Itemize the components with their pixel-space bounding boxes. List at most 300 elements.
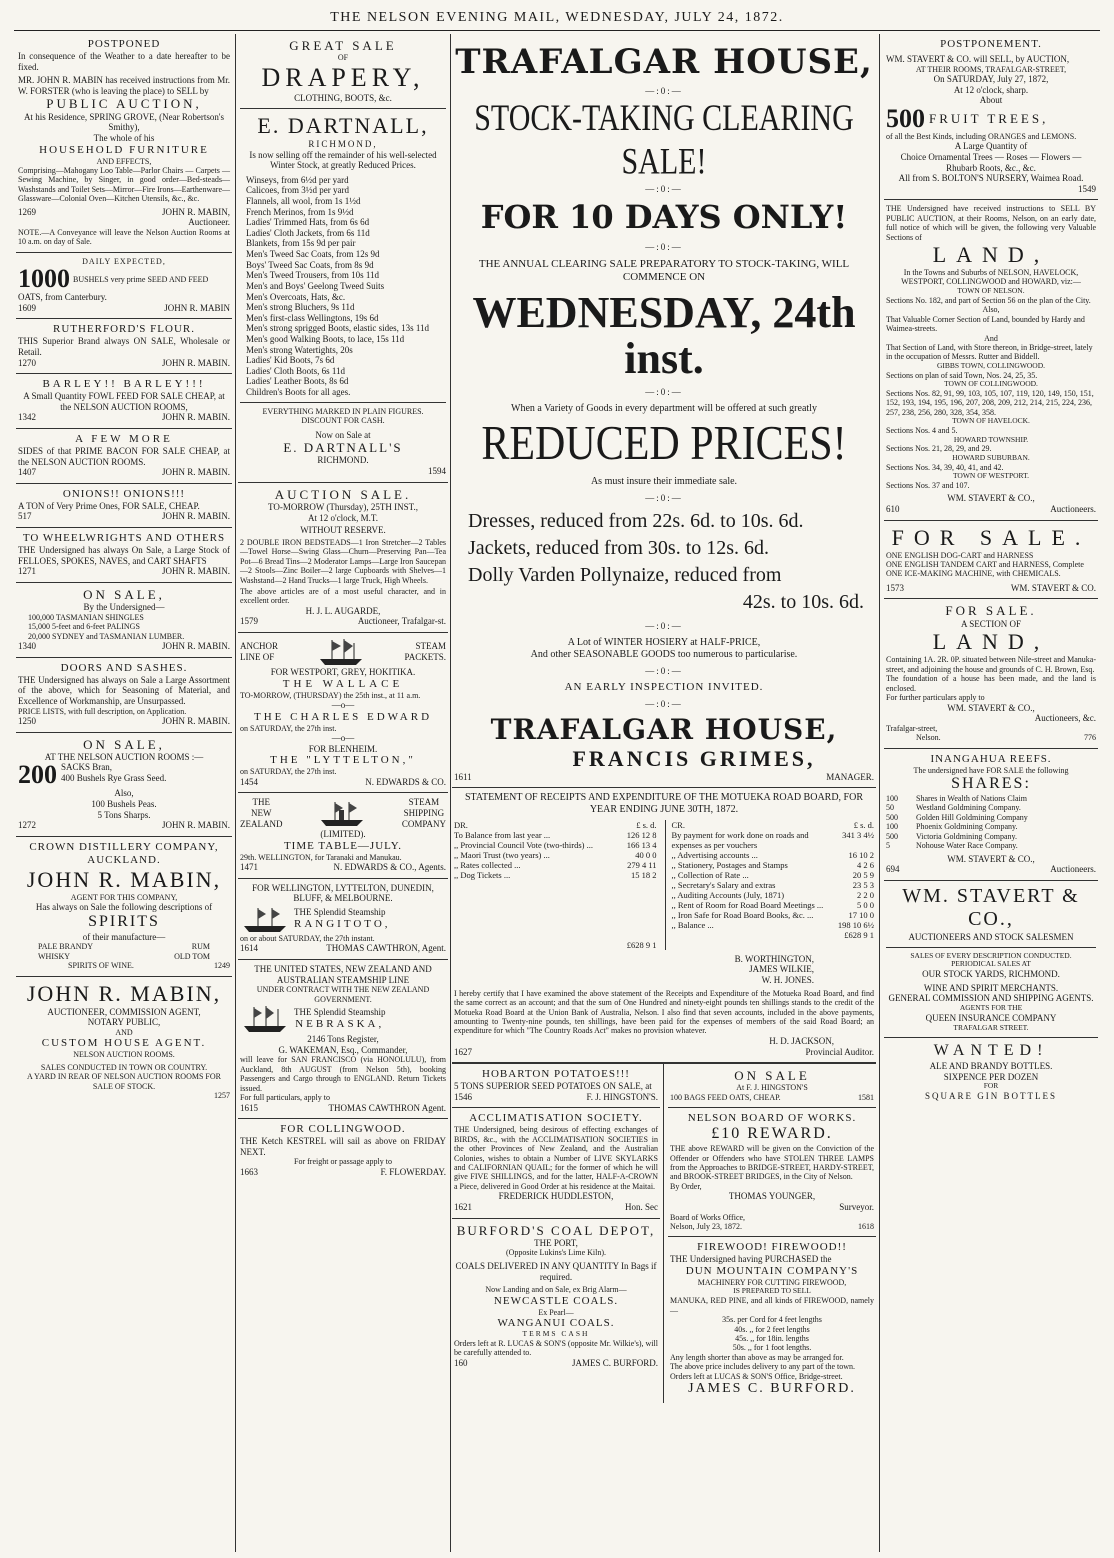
- ad-signature: W. H. JONES.: [761, 975, 814, 986]
- list-item: [886, 803, 1096, 812]
- ad-text: WINE AND SPIRIT MERCHANTS.: [923, 982, 1059, 993]
- table-cell-label: By payment for work done on roads and expenses as per vouchers: [671, 829, 809, 850]
- table-cell-amount: 341 3 4½: [842, 829, 874, 840]
- table-cell-label: ,, Auditing Accounts (July, 1871): [671, 889, 785, 900]
- list-item: Flannels, all wool, from 1s 1½d: [246, 196, 361, 207]
- table-row: [672, 850, 875, 860]
- table-cell-amount: 20 5 9: [852, 869, 874, 880]
- ad-signature-role: Provincial Auditor.: [805, 1046, 874, 1057]
- ad-text: THE Undersigned has always on Sale a Large Assortment of the above, which for Seasoning of Material, and Excellence of Workmanship, are Unsurpassed.: [18, 674, 230, 706]
- ad-title: THE UNITED STATES, NEW ZEALAND AND AUSTRALIAN STEAMSHIP LINE: [254, 964, 432, 985]
- ad-signature: B. WORTHINGTON,: [734, 953, 814, 964]
- ad-text: UNDER CONTRACT WITH THE NEW ZEALAND GOVERNMENT.: [256, 985, 430, 1004]
- ad-text: 29th. WELLINGTON, for Taranaki and Manukau.: [240, 852, 402, 862]
- ad-number: 776: [1084, 733, 1096, 743]
- table-cell-label: ,, Secretary's Salary and extras: [671, 879, 776, 890]
- ad-signature: WM. STAVERT & CO.,: [947, 702, 1035, 713]
- ad-line: 15,000 5-feet and 6-feet PALINGS: [28, 622, 140, 632]
- share-count: 500: [886, 831, 898, 841]
- ad-text: TERMS CASH: [522, 1328, 590, 1338]
- ad-text: SALES CONDUCTED IN TOWN OR COUNTRY.: [40, 1062, 208, 1072]
- ornament-divider: —:0:—: [645, 86, 683, 97]
- ad-signature: H. J. L. AUGARDE,: [305, 605, 381, 616]
- ad-line: WHISKY: [38, 951, 70, 961]
- account-table: [454, 820, 874, 950]
- big-number: 500: [886, 103, 925, 133]
- ad-text: SALES OF EVERY DESCRIPTION CONDUCTED.: [910, 950, 1072, 960]
- ad-title: POSTPONEMENT.: [940, 38, 1042, 50]
- ad-text: A TON of Very Prime Ones, FOR SALE, CHEAP.: [18, 500, 200, 511]
- ad-title: FOR COLLINGWOOD.: [280, 1123, 406, 1136]
- ad-text: AT THE NELSON AUCTION ROOMS :—: [44, 751, 204, 762]
- table-header: £ s. d.: [636, 819, 657, 830]
- ad-signature: JOHN R. MABIN.: [161, 715, 230, 726]
- ad-text: STEAM: [415, 641, 446, 652]
- ship-icon: [316, 637, 366, 667]
- table-cell-amount: 279 4 11: [627, 859, 657, 870]
- share-count: 5: [886, 841, 890, 851]
- ad-postponed-furniture: [16, 34, 232, 253]
- divider: [240, 402, 446, 403]
- table-total: £628 9 1: [626, 939, 657, 950]
- ad-text: Now on Sale at: [315, 429, 371, 440]
- ad-line: 20,000 SYDNEY and TASMANIAN LUMBER.: [28, 631, 185, 641]
- ad-signature: F. FLOWERDAY.: [380, 1166, 446, 1177]
- ad-text: OATS, from Canterbury.: [18, 292, 107, 303]
- table-cell-label: ,, Dog Tickets ...: [454, 869, 511, 880]
- ad-text: AND EFFECTS,: [96, 156, 152, 166]
- ad-text: AUCTIONEER, COMMISSION AGENT,: [47, 1006, 201, 1017]
- ad-onions: [16, 484, 232, 528]
- table-cell-label: ,, Iron Safe for Road Board Books, &c. ...: [671, 909, 814, 920]
- ad-text: At 12 o'clock, sharp.: [953, 84, 1029, 95]
- list-item: Men's strong sprigged Boots, elastic sides, 13s 11d: [246, 323, 430, 334]
- ad-text: For further particulars apply to: [886, 693, 985, 703]
- ad-augarde-auction: [238, 483, 448, 633]
- table-row: [454, 860, 657, 870]
- ad-text: THIS Superior Brand always ON SALE, Wholesale or Retail.: [18, 336, 230, 358]
- ad-title: BARLEY!! BARLEY!!!: [42, 378, 206, 391]
- ad-text: THE above REWARD will be given on the Conviction of the Offender or Offenders who have STOLEN THREE LAMPS from the Approaches to BRIDGE-STREET, HARDY-STREET, and BROOK-STREET BRIDGES, in the City of Nelson.: [670, 1144, 874, 1182]
- ad-number: 517: [18, 511, 32, 522]
- ad-text: FOR BLENHEIM.: [308, 743, 378, 754]
- ad-line: ONE ICE-MAKING MACHINE, with CHEMICALS.: [886, 569, 1061, 579]
- ad-heading: £10 REWARD.: [711, 1125, 833, 1143]
- ad-text: Choice Ornamental Trees — Roses — Flowers — Rhubarb Roots, &c., &c.: [900, 151, 1082, 173]
- ad-motueka-statement: [452, 788, 876, 1063]
- ad-heading: CUSTOM HOUSE AGENT.: [41, 1037, 207, 1050]
- ad-dartnall-drapery: [238, 34, 448, 483]
- ad-number: 1250: [18, 715, 36, 726]
- ad-acclimatisation: [452, 1108, 660, 1218]
- ad-heading: WEDNESDAY, 24th inst.: [472, 287, 856, 383]
- table-row: [672, 830, 875, 850]
- ad-signature-role: Auctioneer, Trafalgar-st.: [357, 616, 446, 627]
- table-cell-label: To Balance from last year ...: [454, 829, 551, 840]
- ad-text: NELSON AUCTION ROOMS.: [73, 1050, 175, 1060]
- table-cell-label: ,, Rates collected ...: [454, 859, 521, 870]
- list-item: Men's Tweed Trousers, from 10s 11d: [246, 270, 379, 281]
- ad-text: THE Splendid Steamship: [294, 1007, 386, 1018]
- ad-title: INANGAHUA REEFS.: [930, 752, 1052, 765]
- ad-number: 1407: [18, 467, 36, 478]
- ad-text: SQUARE GIN BOTTLES: [925, 1091, 1057, 1102]
- price-line: Dresses, reduced from 22s. 6d. to 10s. 6d.: [468, 510, 804, 533]
- ad-title: ON SALE: [734, 1068, 810, 1084]
- ad-text: PACKETS.: [404, 652, 446, 663]
- ad-text: (Opposite Lukins's Lime Kiln).: [505, 1248, 607, 1258]
- ad-text: The above articles are of a most useful character, and in excellent order.: [240, 587, 446, 606]
- list-item: [886, 794, 1096, 803]
- ad-signature-role: MANAGER.: [826, 771, 874, 782]
- ad-text: At his Residence, SPRING GROVE, (Near Robertson's Smithy),: [23, 111, 225, 133]
- ad-number: 1257: [214, 1090, 230, 1100]
- divider: —o—: [331, 733, 355, 744]
- ad-heading: PUBLIC AUCTION,: [46, 96, 202, 112]
- ad-text: A Small Quantity FOWL FEED FOR SALE CHEAP, at the NELSON AUCTION ROOMS,: [23, 391, 225, 412]
- table-total: £628 9 1: [844, 929, 874, 940]
- table-cell-label: ,, Stationery, Postages and Stamps: [671, 859, 788, 870]
- ad-number: 1269: [18, 206, 36, 217]
- ad-signature-role: Auctioneer.: [188, 217, 230, 228]
- list-item: [886, 813, 1096, 822]
- ad-text: Sections Nos. 34, 39, 40, 41, and 42.: [886, 462, 1004, 472]
- ad-heading: WM. STAVERT & CO.,: [902, 884, 1080, 931]
- table-header: CR.: [671, 819, 685, 830]
- ad-text: The foundation of a house has been made, and the land is enclosed.: [886, 674, 1096, 693]
- ad-title: RUTHERFORD'S FLOUR.: [52, 323, 195, 336]
- ad-signature: WM. STAVERT & CO.: [1010, 582, 1096, 593]
- ad-number: 1471: [240, 862, 258, 873]
- ad-title: HOBARTON POTATOES!!!: [482, 1068, 630, 1081]
- ad-number: 1549: [1078, 183, 1096, 194]
- ad-text: A Lot of WINTER HOSIERY at HALF-PRICE,: [567, 637, 761, 649]
- ad-subheading: TOWN OF HAVELOCK.: [952, 416, 1030, 426]
- ad-feed-oats: [668, 1064, 876, 1108]
- ad-number: 1340: [18, 641, 36, 652]
- ad-signature: JOHN R. MABIN.: [161, 566, 230, 577]
- share-company: Nohouse Water Race Company.: [916, 841, 1018, 851]
- ad-anchor-line: [238, 633, 448, 793]
- ad-signature: THOMAS CAWTHRON, Agent.: [326, 943, 446, 954]
- ad-text: THE Undersigned have received instructions to SELL BY PUBLIC AUCTION, at their Rooms, Nelson, on an early date, full notice of which will be given, the following very Valuable Sections of: [886, 204, 1096, 242]
- ad-text: Comprising—Mahogany Loo Table—Parlor Chairs — Carpets — Sewing Machine, by Singer, in good order—Bed-steads—Washstands and Toilet Sets—Mirror—Fire Irons—Earthenware—Glassware—Colonial Oven—Kitchen Utensils, &c., &c.: [18, 165, 230, 204]
- ad-line: SACKS Bran,: [61, 762, 113, 773]
- table-cell-amount: 126 12 8: [626, 829, 657, 840]
- divider: —o—: [331, 700, 355, 711]
- ad-text: NOTARY PUBLIC,: [87, 1017, 161, 1028]
- ad-heading: WANGANUI COALS.: [497, 1316, 615, 1329]
- ad-heading: HOUSEHOLD FURNITURE: [39, 143, 209, 156]
- ad-text: By the Undersigned—: [83, 602, 165, 613]
- ad-signature: FREDERICK HUDDLESTON,: [498, 1191, 614, 1202]
- ad-signature-role: Auctioneers.: [1050, 864, 1096, 875]
- ad-text: Any length shorter than above as may be arranged for.: [670, 1352, 844, 1362]
- ad-number: 1614: [240, 943, 258, 954]
- share-count: 100: [886, 822, 898, 832]
- big-number: 200: [18, 760, 57, 790]
- big-number: 1000: [18, 264, 70, 294]
- ad-text: AGENTS FOR THE: [959, 1003, 1023, 1013]
- ad-text: At F. J. HINGSTON'S: [736, 1083, 808, 1093]
- ad-text: STEAM: [408, 797, 440, 808]
- ad-number: 694: [886, 864, 900, 875]
- ad-number: 1342: [18, 412, 36, 423]
- column-divider: [235, 34, 236, 1552]
- ship-name: THE WALLACE: [282, 677, 404, 690]
- ad-heading: BURFORD'S COAL DEPOT,: [456, 1222, 656, 1238]
- ad-text: THE Undersigned, being desirous of effecting exchanges of BIRDS, &c., with the ACCLIMATISATION SOCIETIES in the other Provinces of New Zealand, and the Australian Colonies, wishes to obtain a Number of LIVE SKYLARKS and CALIFORNIAN QUAIL; for the former of which he will give FIVE SHILLINGS, and for the latter, HALF-A-CROWN a Piece, delivered in Good Order at his residence at the Maitai.: [454, 1125, 658, 1191]
- ad-text: And: [984, 333, 998, 343]
- table-cell-amount: 5 0 0: [857, 899, 874, 910]
- ad-text: WITHOUT RESERVE.: [300, 525, 386, 536]
- ad-text: PRICE LISTS, with full description, on Application.: [18, 706, 187, 716]
- table-cell-label: ,, Balance ...: [671, 919, 714, 930]
- ad-title: GREAT SALE: [289, 38, 397, 53]
- ad-text: Also,: [982, 305, 1000, 315]
- ad-text: on or about SATURDAY, the 27th instant.: [240, 934, 375, 944]
- table-row: [672, 870, 875, 880]
- credit-side: [665, 820, 875, 950]
- ad-text: 100 BAGS FEED OATS, CHEAP.: [670, 1092, 781, 1102]
- ad-heading: E. DARTNALL'S: [283, 440, 403, 456]
- ad-text: on SATURDAY, the 27th inst.: [240, 723, 337, 733]
- ad-text: Sections Nos. 82, 91, 99, 103, 105, 107, 119, 120, 149, 150, 151, 152, 193, 194, 195, 196, 207, 208, 209, 212, 214, 215, 224, 236, 257, 238, 256, 280, 328, 354, 358.: [886, 388, 1094, 417]
- ad-text: The undersigned have FOR SALE the following: [913, 765, 1069, 775]
- ad-heading: REDUCED PRICES!: [481, 417, 847, 471]
- ad-text: A SECTION OF: [960, 618, 1021, 629]
- ad-heading: TIME TABLE—JULY.: [283, 839, 403, 852]
- ad-line: 400 Bushels Rye Grass Seed.: [61, 773, 167, 784]
- list-item: Ladies' Leather Boots, 8s 6d: [246, 376, 349, 387]
- ad-text: A YARD IN REAR OF NELSON AUCTION ROOMS FOR SALE OF STOCK.: [27, 1072, 221, 1091]
- table-cell-amount: 23 5 3: [852, 879, 874, 890]
- ornament-divider: —:0:—: [645, 492, 683, 503]
- list-item: 40s. ,, for 2 feet lengths: [734, 1324, 810, 1334]
- list-item: Men's first-class Wellingtons, 19s 6d: [246, 312, 379, 323]
- list-item: [886, 841, 1096, 850]
- ad-text: Containing 1A. 2R. 0P. situated between Nile-street and Manuka-street, and adjoining the house and grounds of C. H. Brown, Esq.: [886, 655, 1096, 674]
- ad-hobarton-potatoes: [452, 1064, 660, 1108]
- ad-text: For full particulars, apply to: [240, 1093, 330, 1103]
- ad-heading: SHARES:: [951, 775, 1031, 793]
- ad-heading: DRAPERY,: [261, 62, 425, 92]
- ad-line: SPIRITS OF WINE.: [68, 961, 134, 971]
- firewood-price-list: [670, 1315, 874, 1353]
- ad-mabin-auctioneer: [16, 977, 232, 1106]
- column-1: [16, 34, 232, 1552]
- ad-trafalgar-house: [452, 34, 876, 788]
- ad-heading: SPIRITS: [88, 912, 160, 930]
- share-count: 50: [886, 803, 894, 813]
- ad-text: Sections No. 182, and part of Section 56 on the plan of the City.: [886, 295, 1091, 305]
- table-cell-amount: 166 13 4: [626, 839, 657, 850]
- ad-title: CROWN DISTILLERY COMPANY, AUCKLAND.: [29, 840, 219, 866]
- table-row: [672, 860, 875, 870]
- ad-shingles: [16, 583, 232, 658]
- list-item: [886, 822, 1096, 831]
- list-item: Men's good Walking Boots, to lace, 15s 11d: [246, 333, 405, 344]
- ad-line: PALE BRANDY: [38, 942, 94, 952]
- column-4: [884, 34, 1098, 1552]
- ad-text: TO-MORROW, (THURSDAY) the 25th inst., at 11 a.m.: [240, 690, 421, 700]
- ad-signature: JOHN R. MABIN.: [161, 412, 230, 423]
- ad-text: MANUKA, RED PINE, and all kinds of FIREWOOD, namely—: [670, 1296, 874, 1315]
- ad-firewood: [668, 1237, 876, 1402]
- ad-text: When a Variety of Goods in every department will be offered at such greatly: [511, 402, 817, 414]
- ad-collingwood: [238, 1119, 448, 1182]
- ad-heading: DUN MOUNTAIN COMPANY'S: [685, 1265, 859, 1278]
- ad-text: EVERYTHING MARKED IN PLAIN FIGURES.: [262, 406, 424, 416]
- ship-icon: [240, 1004, 290, 1034]
- ship-icon: [317, 798, 367, 828]
- ad-text: GENERAL COMMISSION AND SHIPPING AGENTS.: [888, 993, 1094, 1004]
- ad-number: 1454: [240, 776, 258, 787]
- ad-bacon: [16, 429, 232, 484]
- ad-text: COMPANY: [401, 818, 446, 829]
- ad-text: Now Landing and on Sale, ex Brig Alarm—: [485, 1285, 627, 1295]
- list-item: 50s. ,, for 1 foot lengths.: [732, 1343, 812, 1353]
- ad-text: TO-MORROW (Thursday), 25TH INST.,: [268, 501, 418, 512]
- table-cell-label: ,, Collection of Rate ...: [671, 869, 749, 880]
- ad-text: MACHINERY FOR CUTTING FIREWOOD,: [697, 1277, 847, 1287]
- share-company: Golden Hill Goldmining Company: [916, 812, 1028, 822]
- ad-line: OLD TOM: [174, 951, 210, 961]
- ad-heading: JOHN R. MABIN,: [26, 866, 222, 892]
- ad-number: 1609: [18, 302, 36, 313]
- column-3: [452, 34, 876, 1552]
- list-item: Ladies' Cloth Jackets, from 6s 11d: [246, 227, 370, 238]
- credit-rows: [672, 830, 875, 930]
- ornament-divider: —:0:—: [645, 183, 683, 194]
- ad-line: 100,000 TASMANIAN SHINGLES: [28, 612, 144, 622]
- ad-heading: LAND,: [932, 242, 1050, 268]
- ad-text: AND: [115, 1027, 133, 1037]
- ad-text: ZEALAND: [240, 818, 283, 829]
- share-company: Westland Goldmining Company.: [916, 803, 1021, 813]
- ad-text: Has always on Sale the following descriptions of: [35, 902, 213, 913]
- ad-rutherford-flour: [16, 319, 232, 374]
- ad-heading: JOHN R. MABIN,: [26, 980, 222, 1006]
- list-item: Men's and Boys' Geelong Tweed Suits: [246, 280, 385, 291]
- ad-bran: [16, 733, 232, 837]
- divider: [240, 108, 446, 109]
- ad-line: ONE ENGLISH TANDEM CART and HARNESS, Complete: [886, 559, 1084, 569]
- ad-stavert-company: [884, 881, 1098, 1039]
- ad-number: 160: [454, 1357, 468, 1368]
- ship-icon: [240, 904, 290, 934]
- ornament-divider: —:0:—: [645, 242, 683, 253]
- ad-subheading: HOWARD TOWNSHIP.: [953, 434, 1029, 444]
- ad-heading: LAND,: [932, 629, 1050, 655]
- table-row: [672, 880, 875, 890]
- masthead: THE NELSON EVENING MAIL, WEDNESDAY, JULY 24, 1872.: [330, 10, 784, 25]
- list-item: 45s. ,, for 18in. lengths: [735, 1334, 809, 1344]
- ad-text: All from S. BOLTON'S NURSERY, Waimea Road.: [898, 173, 1084, 184]
- ad-heading: FRANCIS GRIMES,: [572, 745, 816, 771]
- ad-title: FOR SALE.: [945, 603, 1037, 619]
- table-row: [672, 900, 875, 910]
- ad-text: As must insure their immediate sale.: [590, 476, 738, 488]
- ad-text: Sections Nos. 4 and 5.: [886, 426, 958, 436]
- ad-text: Sections Nos. 21, 28, 29, and 29.: [886, 444, 992, 454]
- list-item: Ladies' Trimmed Hats, from 6s 6d: [246, 217, 370, 228]
- ad-text: For freight or passage apply to: [294, 1157, 392, 1167]
- subcolumn-left: [452, 1064, 664, 1403]
- price-list: [240, 175, 446, 398]
- ad-text: MR. JOHN R. MABIN has received instructions from Mr. W. FORSTER (who is leaving the place) to SELL by: [18, 75, 230, 96]
- ad-heading: FOR 10 DAYS ONLY!: [480, 198, 848, 237]
- ad-text: That Valuable Corner Section of Land, bounded by Hardy and Waimea-streets.: [886, 314, 1085, 334]
- ad-text: In consequence of the Weather to a date hereafter to be fixed.: [18, 50, 230, 72]
- list-item: Winseys, from 6½d per yard: [246, 174, 349, 185]
- list-item: Men's strong Bluchers, 9s 11d: [246, 302, 355, 313]
- ad-signature-role: Auctioneers, &c.: [1034, 713, 1096, 724]
- ad-number: 610: [886, 503, 900, 514]
- ad-signature: WM. STAVERT & CO.,: [947, 853, 1035, 864]
- ad-text: BUSHELS very prime SEED AND FEED: [73, 274, 209, 284]
- ad-heading: STOCK-TAKING CLEARING SALE!: [474, 97, 854, 183]
- ad-signature: JOHN R. MABIN.: [161, 641, 230, 652]
- ad-text: FOR WESTPORT, GREY, HOKITIKA.: [270, 667, 416, 678]
- list-item: Men's strong Watertights, 20s: [246, 344, 353, 355]
- price-line: Jackets, reduced from 30s. to 12s. 6d.: [468, 537, 770, 560]
- ad-text: Orders left at LUCAS & SON'S Office, Bridge-street.: [670, 1371, 843, 1381]
- ad-title: TO WHEELWRIGHTS AND OTHERS: [22, 532, 226, 545]
- ad-text: Orders left at R. LUCAS & SON'S (opposite Mr. Wilkie's), will be carefully attended to.: [454, 1338, 658, 1358]
- table-cell-label: ,, Advertising accounts ...: [671, 849, 758, 860]
- ad-text: AT THEIR ROOMS, TRAFALGAR-STREET,: [915, 64, 1067, 74]
- ad-section-land: [884, 599, 1098, 748]
- table-row: [454, 870, 657, 880]
- ad-number: 1618: [858, 1222, 874, 1231]
- list-item: Ladies' Kid Boots, 7s 6d: [246, 355, 335, 366]
- ad-text: At 12 o'clock, M.T.: [308, 512, 378, 523]
- table-row: [454, 830, 657, 840]
- ad-text: IS PREPARED TO SELL: [733, 1286, 811, 1296]
- ad-text: The above price includes delivery to any part of the town.: [670, 1362, 856, 1372]
- ad-text: on SATURDAY, the 27th inst.: [240, 767, 337, 777]
- ad-signature-role: Hon. Sec: [625, 1201, 658, 1212]
- column-2: [238, 34, 448, 1552]
- table-cell-label: ,, Rent of Room for Road Board Meetings ...: [671, 899, 824, 910]
- ad-signature-role: Auctioneers.: [1050, 503, 1096, 514]
- table-cell-amount: 17 10 0: [848, 909, 874, 920]
- ad-text: ANCHOR: [240, 641, 279, 652]
- ornament-divider: —:0:—: [645, 621, 683, 632]
- ad-fruit-trees: [884, 34, 1098, 200]
- ad-text: SIDES of that PRIME BACON FOR SALE CHEAP, at the NELSON AUCTION ROOMS.: [18, 446, 230, 467]
- ad-text: LINE OF: [240, 652, 275, 663]
- share-company: Victoria Goldmining Company.: [916, 831, 1017, 841]
- ad-title: NELSON BOARD OF WORKS.: [687, 1112, 857, 1125]
- ad-number: 1663: [240, 1166, 258, 1177]
- ad-subheading: HOWARD SUBURBAN.: [952, 452, 1030, 462]
- ad-text: WM. STAVERT & CO. will SELL, by AUCTION,: [886, 53, 1070, 64]
- ad-heading: FOR SALE.: [891, 524, 1091, 550]
- ad-inangahua-shares: [884, 749, 1098, 881]
- ad-text: AN EARLY INSPECTION INVITED.: [564, 681, 764, 694]
- ad-number: 1611: [454, 771, 472, 782]
- divider: [886, 947, 1096, 948]
- ad-title: ONIONS!! ONIONS!!!: [62, 487, 186, 500]
- ad-signature: JAMES C. BURFORD.: [571, 1357, 658, 1368]
- ad-title: DAILY EXPECTED,: [82, 256, 166, 266]
- ad-title: POSTPONED: [87, 38, 161, 50]
- ad-text: Ex Pearl—: [538, 1307, 574, 1317]
- table-row: [672, 920, 875, 930]
- ship-name: THE "LYTTELTON,": [270, 754, 416, 767]
